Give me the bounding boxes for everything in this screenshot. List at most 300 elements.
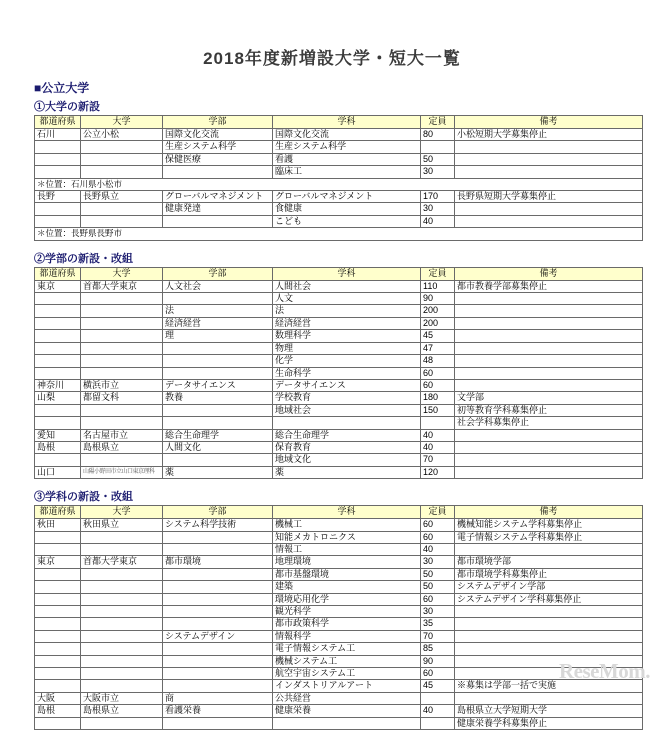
cell-pref: 石川 [35, 129, 81, 141]
cell-dept [273, 417, 421, 429]
cell-cap: 45 [421, 680, 455, 692]
table-row [35, 692, 643, 704]
table-1-heading: ①大学の新設 [34, 101, 100, 113]
cell-univ [81, 367, 163, 379]
table-row [35, 342, 643, 354]
table-new-universities [34, 115, 643, 241]
cell-rem [455, 153, 643, 165]
cell-cap: 40 [421, 705, 455, 717]
cell-dept: 生産システム科学 [273, 141, 421, 153]
cell-rem: 文学部 [455, 392, 643, 404]
cell-univ [81, 417, 163, 429]
col-header-fac: 学部 [163, 116, 273, 129]
cell-univ [81, 717, 163, 729]
table-row [35, 441, 643, 453]
cell-univ [81, 342, 163, 354]
cell-rem [455, 429, 643, 441]
cell-dept: 公共経営 [273, 692, 421, 704]
cell-pref [35, 166, 81, 178]
cell-dept: 薬 [273, 466, 421, 478]
cell-univ: 横浜市立 [81, 379, 163, 391]
cell-cap [421, 417, 455, 429]
table-new-departments [34, 505, 643, 730]
cell-fac [163, 606, 273, 618]
cell-dept: 法 [273, 305, 421, 317]
cell-fac [163, 166, 273, 178]
cell-dept: 機械システム工 [273, 655, 421, 667]
cell-pref [35, 355, 81, 367]
cell-univ [81, 330, 163, 342]
cell-univ [81, 166, 163, 178]
cell-univ: 島根県立 [81, 705, 163, 717]
cell-univ [81, 630, 163, 642]
cell-cap: 50 [421, 153, 455, 165]
cell-fac [163, 618, 273, 630]
cell-pref: 東京 [35, 556, 81, 568]
col-header-univ: 大学 [81, 267, 163, 280]
table-row [35, 166, 643, 178]
cell-pref: 東京 [35, 280, 81, 292]
cell-fac [163, 643, 273, 655]
cell-pref [35, 606, 81, 618]
table-row [35, 305, 643, 317]
cell-rem: 都市環境学科募集停止 [455, 568, 643, 580]
cell-univ [81, 317, 163, 329]
cell-dept: 地理環境 [273, 556, 421, 568]
cell-fac: 国際文化交流 [163, 129, 273, 141]
cell-pref [35, 342, 81, 354]
cell-univ [81, 581, 163, 593]
cell-cap: 30 [421, 203, 455, 215]
cell-dept: 経済経営 [273, 317, 421, 329]
cell-fac: 法 [163, 305, 273, 317]
cell-univ [81, 215, 163, 227]
cell-rem [455, 215, 643, 227]
table-row [35, 215, 643, 227]
cell-rem [455, 317, 643, 329]
col-header-rem: 備考 [455, 506, 643, 519]
cell-dept: 地域社会 [273, 404, 421, 416]
cell-rem [455, 367, 643, 379]
cell-fac [163, 293, 273, 305]
cell-fac [163, 454, 273, 466]
table-row [35, 543, 643, 555]
cell-pref [35, 531, 81, 543]
cell-note: ＊位置：石川県小松市 [35, 178, 643, 190]
cell-fac [163, 680, 273, 692]
col-header-pref: 都道府県 [35, 267, 81, 280]
cell-rem: 健康栄養学科募集停止 [455, 717, 643, 729]
cell-cap: 90 [421, 655, 455, 667]
table-row [35, 643, 643, 655]
cell-rem [455, 355, 643, 367]
cell-univ [81, 618, 163, 630]
cell-univ: 秋田県立 [81, 519, 163, 531]
table-row [35, 581, 643, 593]
cell-cap: 120 [421, 466, 455, 478]
cell-fac: システム科学技術 [163, 519, 273, 531]
cell-rem: ※募集は学部一括で実施 [455, 680, 643, 692]
table-row [35, 466, 643, 478]
cell-univ: 名古屋市立 [81, 429, 163, 441]
cell-fac: 薬 [163, 466, 273, 478]
cell-dept: 学校教育 [273, 392, 421, 404]
cell-rem: 小松短期大学募集停止 [455, 129, 643, 141]
cell-dept: 生命科学 [273, 367, 421, 379]
cell-pref [35, 717, 81, 729]
table-row [35, 367, 643, 379]
cell-cap: 60 [421, 531, 455, 543]
table-row [35, 680, 643, 692]
cell-cap: 150 [421, 404, 455, 416]
cell-univ [81, 655, 163, 667]
cell-univ [81, 568, 163, 580]
cell-dept: 国際文化交流 [273, 129, 421, 141]
cell-pref [35, 655, 81, 667]
cell-rem [455, 606, 643, 618]
col-header-rem: 備考 [455, 267, 643, 280]
cell-dept: データサイエンス [273, 379, 421, 391]
col-header-univ: 大学 [81, 506, 163, 519]
cell-cap: 170 [421, 191, 455, 203]
col-header-fac: 学部 [163, 506, 273, 519]
cell-rem: 長野県短期大学募集停止 [455, 191, 643, 203]
cell-cap: 60 [421, 379, 455, 391]
cell-fac: 理 [163, 330, 273, 342]
cell-univ: 島根県立 [81, 441, 163, 453]
cell-dept: 建築 [273, 581, 421, 593]
cell-dept: 臨床工 [273, 166, 421, 178]
cell-pref [35, 330, 81, 342]
cell-dept: 総合生命理学 [273, 429, 421, 441]
col-header-univ: 大学 [81, 116, 163, 129]
table-row [35, 355, 643, 367]
cell-rem: 社会学科募集停止 [455, 417, 643, 429]
cell-pref [35, 367, 81, 379]
cell-fac: 看護栄養 [163, 705, 273, 717]
cell-cap: 60 [421, 668, 455, 680]
cell-fac [163, 543, 273, 555]
cell-cap: 70 [421, 454, 455, 466]
table-row [35, 392, 643, 404]
cell-dept: 都市政策科学 [273, 618, 421, 630]
cell-pref: 長野 [35, 191, 81, 203]
col-header-dept: 学科 [273, 116, 421, 129]
cell-rem [455, 305, 643, 317]
cell-cap [421, 692, 455, 704]
col-header-cap: 定員 [421, 116, 455, 129]
table-row [35, 618, 643, 630]
table-row [35, 705, 643, 717]
table-row [35, 429, 643, 441]
cell-rem [455, 454, 643, 466]
cell-fac: 総合生命理学 [163, 429, 273, 441]
cell-fac [163, 417, 273, 429]
cell-univ [81, 355, 163, 367]
cell-pref [35, 680, 81, 692]
cell-rem [455, 379, 643, 391]
cell-pref: 山口 [35, 466, 81, 478]
cell-rem [455, 330, 643, 342]
table-row [35, 153, 643, 165]
cell-pref [35, 417, 81, 429]
table-header-row [35, 267, 643, 280]
cell-dept: 都市基盤環境 [273, 568, 421, 580]
cell-cap: 70 [421, 630, 455, 642]
cell-univ: 都留文科 [81, 392, 163, 404]
cell-pref: 神奈川 [35, 379, 81, 391]
cell-pref [35, 293, 81, 305]
cell-pref [35, 568, 81, 580]
table-note-row [35, 228, 643, 240]
cell-pref [35, 454, 81, 466]
cell-dept: 知能メカトロニクス [273, 531, 421, 543]
cell-pref [35, 203, 81, 215]
table-row [35, 417, 643, 429]
cell-fac [163, 581, 273, 593]
table-header-row [35, 506, 643, 519]
table-row [35, 568, 643, 580]
cell-cap: 50 [421, 568, 455, 580]
cell-cap: 60 [421, 519, 455, 531]
cell-fac: システムデザイン [163, 630, 273, 642]
cell-fac: 都市環境 [163, 556, 273, 568]
cell-univ [81, 141, 163, 153]
cell-rem [455, 630, 643, 642]
table-row [35, 630, 643, 642]
table-row [35, 606, 643, 618]
cell-pref: 島根 [35, 705, 81, 717]
cell-fac [163, 531, 273, 543]
cell-cap: 200 [421, 317, 455, 329]
cell-cap: 48 [421, 355, 455, 367]
cell-dept: 環境応用化学 [273, 593, 421, 605]
table-row [35, 293, 643, 305]
cell-cap: 30 [421, 166, 455, 178]
cell-fac: データサイエンス [163, 379, 273, 391]
cell-pref: 山梨 [35, 392, 81, 404]
cell-rem: 初等教育学科募集停止 [455, 404, 643, 416]
cell-cap: 45 [421, 330, 455, 342]
cell-cap: 30 [421, 606, 455, 618]
cell-dept: 情報工 [273, 543, 421, 555]
cell-fac [163, 717, 273, 729]
cell-univ [81, 404, 163, 416]
cell-pref: 大阪 [35, 692, 81, 704]
cell-cap: 40 [421, 429, 455, 441]
cell-rem [455, 342, 643, 354]
col-header-cap: 定員 [421, 267, 455, 280]
cell-fac: 経済経営 [163, 317, 273, 329]
cell-pref [35, 543, 81, 555]
cell-pref [35, 643, 81, 655]
cell-fac: 生産システム科学 [163, 141, 273, 153]
cell-pref [35, 153, 81, 165]
cell-rem: 都市教養学部募集停止 [455, 280, 643, 292]
cell-pref [35, 141, 81, 153]
cell-pref [35, 630, 81, 642]
cell-fac [163, 655, 273, 667]
cell-dept: 食健康 [273, 203, 421, 215]
cell-rem [455, 643, 643, 655]
cell-pref [35, 618, 81, 630]
cell-note: ＊位置：長野県長野市 [35, 228, 643, 240]
table-new-faculties [34, 267, 643, 480]
cell-fac [163, 367, 273, 379]
cell-dept: 地域文化 [273, 454, 421, 466]
cell-cap: 90 [421, 293, 455, 305]
table-row [35, 379, 643, 391]
cell-pref [35, 593, 81, 605]
cell-dept: 情報科学 [273, 630, 421, 642]
cell-dept: 人文 [273, 293, 421, 305]
cell-dept: 観光科学 [273, 606, 421, 618]
table-row [35, 330, 643, 342]
cell-fac: 商 [163, 692, 273, 704]
cell-dept [273, 717, 421, 729]
cell-fac [163, 668, 273, 680]
cell-cap: 85 [421, 643, 455, 655]
col-header-dept: 学科 [273, 267, 421, 280]
cell-pref [35, 668, 81, 680]
cell-rem: 機械知能システム学科募集停止 [455, 519, 643, 531]
table-row [35, 593, 643, 605]
table-row [35, 519, 643, 531]
cell-rem: 電子情報システム学科募集停止 [455, 531, 643, 543]
cell-univ [81, 680, 163, 692]
cell-rem [455, 466, 643, 478]
table-header-row [35, 116, 643, 129]
cell-fac [163, 342, 273, 354]
watermark: ReseMom. [558, 659, 650, 683]
cell-rem [455, 543, 643, 555]
col-header-pref: 都道府県 [35, 116, 81, 129]
cell-fac: グローバルマネジメント [163, 191, 273, 203]
cell-univ [81, 543, 163, 555]
cell-rem [455, 141, 643, 153]
cell-rem: システムデザイン学部 [455, 581, 643, 593]
col-header-fac: 学部 [163, 267, 273, 280]
cell-dept: 航空宇宙システム工 [273, 668, 421, 680]
cell-fac [163, 593, 273, 605]
table-row [35, 668, 643, 680]
cell-fac [163, 404, 273, 416]
table-row [35, 317, 643, 329]
table-row [35, 404, 643, 416]
cell-pref: 愛知 [35, 429, 81, 441]
cell-univ [81, 454, 163, 466]
cell-cap: 35 [421, 618, 455, 630]
cell-univ [81, 643, 163, 655]
cell-rem [455, 293, 643, 305]
cell-rem [455, 441, 643, 453]
cell-univ [81, 305, 163, 317]
page-title: 2018年度新増設大学・短大一覧 [203, 49, 461, 68]
cell-cap: 60 [421, 367, 455, 379]
table-row [35, 556, 643, 568]
table-row [35, 655, 643, 667]
cell-univ [81, 606, 163, 618]
cell-pref: 秋田 [35, 519, 81, 531]
cell-cap: 110 [421, 280, 455, 292]
cell-cap: 180 [421, 392, 455, 404]
cell-dept: グローバルマネジメント [273, 191, 421, 203]
cell-univ [81, 668, 163, 680]
table-row [35, 280, 643, 292]
cell-dept: 電子情報システム工 [273, 643, 421, 655]
col-header-rem: 備考 [455, 116, 643, 129]
cell-dept: 機械工 [273, 519, 421, 531]
table-note-row [35, 178, 643, 190]
cell-fac: 人文社会 [163, 280, 273, 292]
cell-fac: 健康発達 [163, 203, 273, 215]
cell-cap [421, 717, 455, 729]
cell-dept: 健康栄養 [273, 705, 421, 717]
cell-dept: 保育教育 [273, 441, 421, 453]
cell-fac: 人間文化 [163, 441, 273, 453]
cell-rem: システムデザイン学科募集停止 [455, 593, 643, 605]
cell-dept: 化学 [273, 355, 421, 367]
table-row [35, 454, 643, 466]
cell-cap: 47 [421, 342, 455, 354]
cell-cap: 50 [421, 581, 455, 593]
table-row [35, 129, 643, 141]
section-heading: ■公立大学 [34, 81, 90, 95]
cell-rem [455, 618, 643, 630]
col-header-pref: 都道府県 [35, 506, 81, 519]
cell-cap: 80 [421, 129, 455, 141]
cell-cap: 40 [421, 441, 455, 453]
table-3-heading: ③学科の新設・改組 [34, 491, 133, 504]
cell-cap [421, 141, 455, 153]
table-2-heading: ②学部の新設・改組 [34, 252, 133, 265]
table-row [35, 191, 643, 203]
cell-univ: 山陽小野田市立山口東京理科 [81, 466, 163, 478]
cell-univ [81, 531, 163, 543]
cell-univ: 長野県立 [81, 191, 163, 203]
cell-univ [81, 593, 163, 605]
cell-rem: 島根県立大学短期大学 [455, 705, 643, 717]
cell-dept: 数理科学 [273, 330, 421, 342]
cell-univ [81, 293, 163, 305]
col-header-dept: 学科 [273, 506, 421, 519]
cell-fac: 保健医療 [163, 153, 273, 165]
col-header-cap: 定員 [421, 506, 455, 519]
cell-dept: 物理 [273, 342, 421, 354]
table-row [35, 141, 643, 153]
cell-fac: 教養 [163, 392, 273, 404]
table-row [35, 717, 643, 729]
cell-univ: 首都大学東京 [81, 280, 163, 292]
cell-fac [163, 568, 273, 580]
cell-univ: 大阪市立 [81, 692, 163, 704]
cell-pref [35, 305, 81, 317]
table-row [35, 531, 643, 543]
cell-dept: 人間社会 [273, 280, 421, 292]
cell-rem [455, 166, 643, 178]
cell-rem: 都市環境学部 [455, 556, 643, 568]
cell-cap: 30 [421, 556, 455, 568]
cell-cap: 60 [421, 593, 455, 605]
cell-univ: 首都大学東京 [81, 556, 163, 568]
cell-cap: 200 [421, 305, 455, 317]
cell-rem [455, 692, 643, 704]
cell-dept: こども [273, 215, 421, 227]
cell-pref [35, 215, 81, 227]
cell-pref [35, 581, 81, 593]
cell-fac [163, 355, 273, 367]
cell-univ [81, 203, 163, 215]
